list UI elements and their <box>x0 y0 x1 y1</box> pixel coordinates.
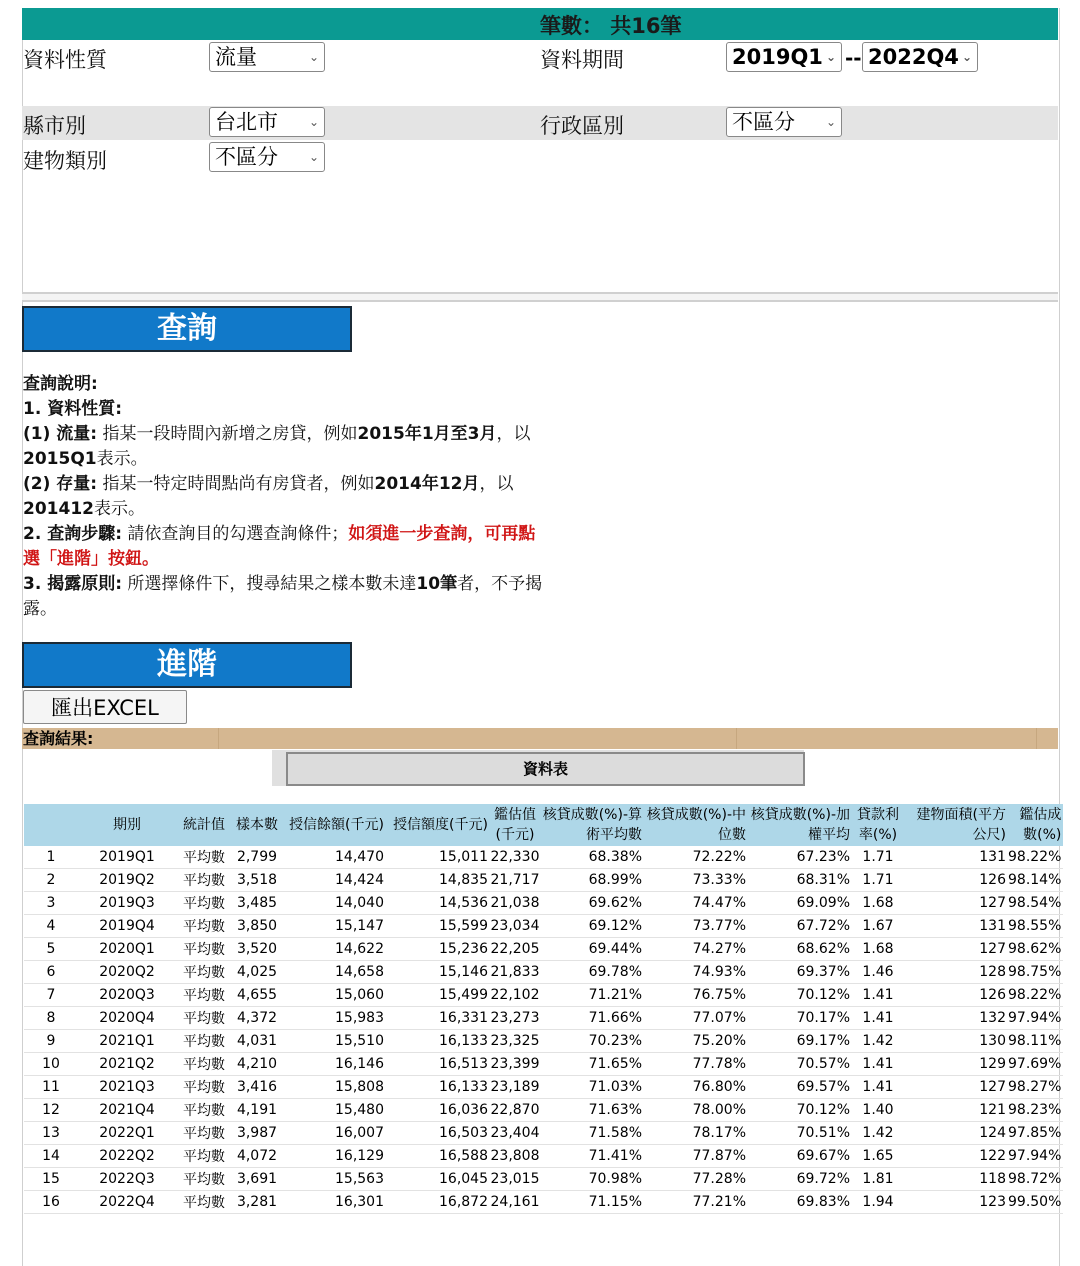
table-cell: 平均數 <box>176 846 232 869</box>
county-label: 縣市別 <box>23 114 86 138</box>
table-cell: 3,850 <box>232 915 282 938</box>
table-cell: 1.40 <box>852 1099 904 1122</box>
table-cell: 15 <box>24 1168 78 1191</box>
table-row <box>24 1191 1063 1214</box>
table-cell: 121 <box>904 1099 1008 1122</box>
table-row <box>24 892 1063 915</box>
table-cell: 15,599 <box>386 915 490 938</box>
table-cell: 131 <box>904 915 1008 938</box>
building-type-value: 不區分 <box>215 145 278 169</box>
county-select[interactable] <box>209 107 325 137</box>
table-cell: 24,161 <box>490 1191 540 1214</box>
table-cell: 4,191 <box>232 1099 282 1122</box>
table-cell: 67.72% <box>748 915 852 938</box>
table-cell: 23,189 <box>490 1076 540 1099</box>
results-label: 查詢結果: <box>23 729 94 748</box>
table-cell: 16,513 <box>386 1053 490 1076</box>
table-row <box>24 961 1063 984</box>
table-cell: 70.23% <box>540 1030 644 1053</box>
table-cell: 1 <box>24 846 78 869</box>
table-cell: 2020Q3 <box>78 984 176 1007</box>
table-cell: 2020Q4 <box>78 1007 176 1030</box>
table-cell: 70.57% <box>748 1053 852 1076</box>
table-row <box>24 869 1063 892</box>
table-cell: 1.71 <box>852 869 904 892</box>
table-cell: 69.72% <box>748 1168 852 1191</box>
table-cell: 97.94% <box>1008 1007 1063 1030</box>
table-cell: 平均數 <box>176 869 232 892</box>
table-cell: 23,273 <box>490 1007 540 1030</box>
table-cell: 71.58% <box>540 1122 644 1145</box>
table-cell: 2019Q4 <box>78 915 176 938</box>
table-cell: 2021Q4 <box>78 1099 176 1122</box>
table-cell: 平均數 <box>176 1076 232 1099</box>
table-cell: 77.28% <box>644 1168 748 1191</box>
table-cell: 15,510 <box>282 1030 386 1053</box>
table-cell: 1.42 <box>852 1030 904 1053</box>
table-cell: 2022Q4 <box>78 1191 176 1214</box>
table-cell: 75.20% <box>644 1030 748 1053</box>
table-cell: 126 <box>904 869 1008 892</box>
table-cell: 15,983 <box>282 1007 386 1030</box>
table-header-row <box>24 804 1063 846</box>
table-cell: 3,691 <box>232 1168 282 1191</box>
table-cell: 4,031 <box>232 1030 282 1053</box>
table-cell: 16,045 <box>386 1168 490 1191</box>
table-cell: 1.41 <box>852 1007 904 1030</box>
table-cell: 69.57% <box>748 1076 852 1099</box>
table-cell: 69.09% <box>748 892 852 915</box>
table-cell: 14,622 <box>282 938 386 961</box>
table-cell: 97.94% <box>1008 1145 1063 1168</box>
table-cell: 3,416 <box>232 1076 282 1099</box>
table-cell: 98.72% <box>1008 1168 1063 1191</box>
table-cell: 4,372 <box>232 1007 282 1030</box>
table-row <box>24 1099 1063 1122</box>
table-row <box>24 1122 1063 1145</box>
table-cell: 1.94 <box>852 1191 904 1214</box>
table-cell: 3,518 <box>232 869 282 892</box>
table-cell: 14,536 <box>386 892 490 915</box>
table-cell: 74.27% <box>644 938 748 961</box>
district-label: 行政區別 <box>540 114 624 138</box>
table-cell: 16,503 <box>386 1122 490 1145</box>
table-cell: 124 <box>904 1122 1008 1145</box>
table-cell: 平均數 <box>176 892 232 915</box>
table-cell: 平均數 <box>176 1191 232 1214</box>
table-cell: 7 <box>24 984 78 1007</box>
table-cell: 131 <box>904 846 1008 869</box>
table-cell: 16,872 <box>386 1191 490 1214</box>
table-cell: 98.23% <box>1008 1099 1063 1122</box>
table-cell: 98.62% <box>1008 938 1063 961</box>
table-cell: 平均數 <box>176 1007 232 1030</box>
table-cell: 5 <box>24 938 78 961</box>
table-cell: 23,808 <box>490 1145 540 1168</box>
table-cell: 70.51% <box>748 1122 852 1145</box>
table-cell: 22,102 <box>490 984 540 1007</box>
table-cell: 126 <box>904 984 1008 1007</box>
period-end-select[interactable] <box>862 42 978 72</box>
table-cell: 2019Q3 <box>78 892 176 915</box>
table-cell: 23,404 <box>490 1122 540 1145</box>
table-cell: 78.17% <box>644 1122 748 1145</box>
table-cell: 130 <box>904 1030 1008 1053</box>
table-cell: 123 <box>904 1191 1008 1214</box>
table-cell: 127 <box>904 892 1008 915</box>
table-row <box>24 1053 1063 1076</box>
table-row <box>24 1168 1063 1191</box>
table-row <box>24 938 1063 961</box>
chevron-down-icon: ⌄ <box>961 50 972 64</box>
table-cell: 70.12% <box>748 1099 852 1122</box>
record-count: 筆數： 共16筆 <box>540 14 682 38</box>
table-cell: 16,036 <box>386 1099 490 1122</box>
table-cell: 平均數 <box>176 938 232 961</box>
table-cell: 15,060 <box>282 984 386 1007</box>
table-cell: 22,205 <box>490 938 540 961</box>
column-header[interactable]: 鑑估成 數(%) <box>1008 804 1063 846</box>
table-cell: 77.07% <box>644 1007 748 1030</box>
table-title: 資料表 <box>286 752 805 786</box>
table-cell: 4,655 <box>232 984 282 1007</box>
table-cell: 14,424 <box>282 869 386 892</box>
table-cell: 16 <box>24 1191 78 1214</box>
table-cell: 98.75% <box>1008 961 1063 984</box>
table-cell: 2021Q1 <box>78 1030 176 1053</box>
count-bar <box>22 8 1058 40</box>
column-header[interactable]: 貸款利 率(%) <box>852 804 904 846</box>
period-end-value: 2022Q4 <box>868 45 959 69</box>
table-cell: 74.47% <box>644 892 748 915</box>
column-header[interactable] <box>24 804 78 846</box>
table-cell: 16,588 <box>386 1145 490 1168</box>
period-start-select[interactable] <box>726 42 842 72</box>
table-cell: 98.11% <box>1008 1030 1063 1053</box>
table-cell: 98.54% <box>1008 892 1063 915</box>
table-cell: 1.68 <box>852 938 904 961</box>
table-row <box>24 846 1063 869</box>
chevron-down-icon: ⌄ <box>308 50 319 64</box>
table-cell: 21,717 <box>490 869 540 892</box>
results-bar <box>22 728 1058 749</box>
table-cell: 99.50% <box>1008 1191 1063 1214</box>
table-cell: 97.85% <box>1008 1122 1063 1145</box>
help-stock: (2) 存量: 指某一特定時間點尚有房貸者，例如2014年12月，以201412表示。 <box>23 474 514 519</box>
table-cell: 68.62% <box>748 938 852 961</box>
chevron-down-icon: ⌄ <box>308 115 319 129</box>
table-cell: 69.83% <box>748 1191 852 1214</box>
data-nature-label: 資料性質 <box>23 48 107 72</box>
table-cell: 平均數 <box>176 1145 232 1168</box>
table-cell: 2 <box>24 869 78 892</box>
district-value: 不區分 <box>732 110 795 134</box>
table-cell: 70.98% <box>540 1168 644 1191</box>
table-body <box>24 846 1063 1214</box>
column-header[interactable]: 統計值 <box>176 804 232 846</box>
table-cell: 2021Q3 <box>78 1076 176 1099</box>
table-cell: 2022Q2 <box>78 1145 176 1168</box>
table-cell: 1.41 <box>852 1076 904 1099</box>
chevron-down-icon: ⌄ <box>825 50 836 64</box>
table-cell: 98.14% <box>1008 869 1063 892</box>
table-row <box>24 1076 1063 1099</box>
table-cell: 74.93% <box>644 961 748 984</box>
table-cell: 1.81 <box>852 1168 904 1191</box>
table-cell: 平均數 <box>176 984 232 1007</box>
table-cell: 21,038 <box>490 892 540 915</box>
table-cell: 16,146 <box>282 1053 386 1076</box>
table-cell: 98.22% <box>1008 846 1063 869</box>
column-header[interactable]: 授信額度(千元) <box>386 804 490 846</box>
period-separator: -- <box>845 46 862 70</box>
table-cell: 4 <box>24 915 78 938</box>
column-header[interactable]: 核貸成數(%)-中 位數 <box>644 804 748 846</box>
table-cell: 71.41% <box>540 1145 644 1168</box>
county-value: 台北市 <box>215 110 278 134</box>
table-cell: 77.78% <box>644 1053 748 1076</box>
table-cell: 14,658 <box>282 961 386 984</box>
chevron-down-icon: ⌄ <box>308 150 319 164</box>
table-cell: 16,133 <box>386 1076 490 1099</box>
table-cell: 3,281 <box>232 1191 282 1214</box>
help-flow: (1) 流量: 指某一段時間內新增之房貸，例如2015年1月至3月，以2015Q1表示。 <box>23 424 531 469</box>
table-cell: 2020Q1 <box>78 938 176 961</box>
table-cell: 127 <box>904 938 1008 961</box>
table-cell: 69.12% <box>540 915 644 938</box>
data-nature-select[interactable] <box>209 42 325 72</box>
table-cell: 21,833 <box>490 961 540 984</box>
column-header[interactable]: 建物面積(平方 公尺) <box>904 804 1008 846</box>
table-cell: 23,015 <box>490 1168 540 1191</box>
table-cell: 129 <box>904 1053 1008 1076</box>
table-row <box>24 1030 1063 1053</box>
table-cell: 12 <box>24 1099 78 1122</box>
table-cell: 14,040 <box>282 892 386 915</box>
table-cell: 68.31% <box>748 869 852 892</box>
table-cell: 15,499 <box>386 984 490 1007</box>
help-title: 查詢說明: <box>23 374 98 394</box>
table-cell: 8 <box>24 1007 78 1030</box>
query-instructions <box>23 372 543 622</box>
table-cell: 68.38% <box>540 846 644 869</box>
table-cell: 71.65% <box>540 1053 644 1076</box>
table-cell: 22,870 <box>490 1099 540 1122</box>
table-cell: 132 <box>904 1007 1008 1030</box>
table-title-bar <box>272 750 804 786</box>
table-cell: 69.78% <box>540 961 644 984</box>
query-button[interactable]: 查詢 <box>22 306 352 352</box>
table-cell: 3,485 <box>232 892 282 915</box>
table-cell: 6 <box>24 961 78 984</box>
table-cell: 118 <box>904 1168 1008 1191</box>
table-cell: 16,331 <box>386 1007 490 1030</box>
table-cell: 22,330 <box>490 846 540 869</box>
table-cell: 13 <box>24 1122 78 1145</box>
table-cell: 23,034 <box>490 915 540 938</box>
table-cell: 71.21% <box>540 984 644 1007</box>
table-cell: 15,236 <box>386 938 490 961</box>
table-cell: 2022Q1 <box>78 1122 176 1145</box>
column-header[interactable]: 期別 <box>78 804 176 846</box>
table-cell: 1.41 <box>852 984 904 1007</box>
table-cell: 2019Q2 <box>78 869 176 892</box>
help-disclosure: 3. 揭露原則: 所選擇條件下，搜尋結果之樣本數未達10筆者，不予揭露。 <box>23 574 543 619</box>
table-row <box>24 915 1063 938</box>
table-cell: 70.17% <box>748 1007 852 1030</box>
table-cell: 1.42 <box>852 1122 904 1145</box>
district-select[interactable] <box>726 107 842 137</box>
table-cell: 1.41 <box>852 1053 904 1076</box>
table-cell: 73.77% <box>644 915 748 938</box>
table-cell: 23,399 <box>490 1053 540 1076</box>
column-header[interactable]: 樣本數 <box>232 804 282 846</box>
table-cell: 76.80% <box>644 1076 748 1099</box>
table-row <box>24 984 1063 1007</box>
table-cell: 122 <box>904 1145 1008 1168</box>
help-steps: 2. 查詢步驟: 請依查詢目的勾選查詢條件；如須進一步查詢，可再點選「進階」按鈕。 <box>23 524 536 569</box>
table-cell: 72.22% <box>644 846 748 869</box>
table-cell: 1.71 <box>852 846 904 869</box>
period-label: 資料期間 <box>540 48 624 72</box>
table-cell: 14,470 <box>282 846 386 869</box>
table-cell: 平均數 <box>176 915 232 938</box>
table-cell: 98.27% <box>1008 1076 1063 1099</box>
table-cell: 69.62% <box>540 892 644 915</box>
table-cell: 平均數 <box>176 1122 232 1145</box>
table-cell: 2019Q1 <box>78 846 176 869</box>
table-cell: 15,147 <box>282 915 386 938</box>
advanced-button[interactable]: 進階 <box>22 642 352 688</box>
table-cell: 1.65 <box>852 1145 904 1168</box>
section-divider <box>22 292 1058 302</box>
table-cell: 3,520 <box>232 938 282 961</box>
table-cell: 4,210 <box>232 1053 282 1076</box>
table-cell: 1.67 <box>852 915 904 938</box>
export-excel-button[interactable]: 匯出EXCEL <box>23 690 187 724</box>
chevron-down-icon: ⌄ <box>825 115 836 129</box>
table-cell: 15,146 <box>386 961 490 984</box>
table-cell: 128 <box>904 961 1008 984</box>
table-cell: 平均數 <box>176 1168 232 1191</box>
table-cell: 1.46 <box>852 961 904 984</box>
table-row <box>24 1145 1063 1168</box>
table-cell: 68.99% <box>540 869 644 892</box>
column-header[interactable]: 核貸成數(%)-算 術平均數 <box>540 804 644 846</box>
table-cell: 2022Q3 <box>78 1168 176 1191</box>
table-cell: 67.23% <box>748 846 852 869</box>
table-cell: 4,072 <box>232 1145 282 1168</box>
table-cell: 16,133 <box>386 1030 490 1053</box>
table-cell: 98.55% <box>1008 915 1063 938</box>
help-heading-1: 1. 資料性質: <box>23 399 123 419</box>
table-cell: 71.03% <box>540 1076 644 1099</box>
table-cell: 10 <box>24 1053 78 1076</box>
table-cell: 14 <box>24 1145 78 1168</box>
table-cell: 1.68 <box>852 892 904 915</box>
table-cell: 77.87% <box>644 1145 748 1168</box>
column-header[interactable]: 核貸成數(%)-加 權平均 <box>748 804 852 846</box>
table-cell: 15,808 <box>282 1076 386 1099</box>
table-cell: 23,325 <box>490 1030 540 1053</box>
table-cell: 2,799 <box>232 846 282 869</box>
results-table <box>24 804 1063 1214</box>
column-header[interactable]: 授信餘額(千元) <box>282 804 386 846</box>
table-cell: 78.00% <box>644 1099 748 1122</box>
period-start-value: 2019Q1 <box>732 45 823 69</box>
table-row <box>24 1007 1063 1030</box>
table-cell: 98.22% <box>1008 984 1063 1007</box>
table-cell: 平均數 <box>176 1030 232 1053</box>
table-cell: 16,007 <box>282 1122 386 1145</box>
data-nature-value: 流量 <box>215 45 257 69</box>
table-cell: 69.17% <box>748 1030 852 1053</box>
table-cell: 71.66% <box>540 1007 644 1030</box>
table-cell: 平均數 <box>176 961 232 984</box>
table-cell: 11 <box>24 1076 78 1099</box>
table-cell: 70.12% <box>748 984 852 1007</box>
table-cell: 15,563 <box>282 1168 386 1191</box>
table-cell: 14,835 <box>386 869 490 892</box>
table-cell: 127 <box>904 1076 1008 1099</box>
table-cell: 16,301 <box>282 1191 386 1214</box>
table-cell: 71.15% <box>540 1191 644 1214</box>
table-cell: 69.67% <box>748 1145 852 1168</box>
table-cell: 73.33% <box>644 869 748 892</box>
table-cell: 69.37% <box>748 961 852 984</box>
table-cell: 15,011 <box>386 846 490 869</box>
table-cell: 15,480 <box>282 1099 386 1122</box>
building-type-select[interactable] <box>209 142 325 172</box>
table-cell: 2020Q2 <box>78 961 176 984</box>
building-type-label: 建物類別 <box>23 149 107 173</box>
table-cell: 71.63% <box>540 1099 644 1122</box>
table-cell: 平均數 <box>176 1099 232 1122</box>
table-cell: 77.21% <box>644 1191 748 1214</box>
table-cell: 3 <box>24 892 78 915</box>
table-cell: 97.69% <box>1008 1053 1063 1076</box>
table-cell: 9 <box>24 1030 78 1053</box>
column-header[interactable]: 鑑估值 (千元) <box>490 804 540 846</box>
table-cell: 2021Q2 <box>78 1053 176 1076</box>
table-cell: 3,987 <box>232 1122 282 1145</box>
table-cell: 16,129 <box>282 1145 386 1168</box>
table-cell: 4,025 <box>232 961 282 984</box>
table-cell: 平均數 <box>176 1053 232 1076</box>
table-cell: 69.44% <box>540 938 644 961</box>
table-cell: 76.75% <box>644 984 748 1007</box>
